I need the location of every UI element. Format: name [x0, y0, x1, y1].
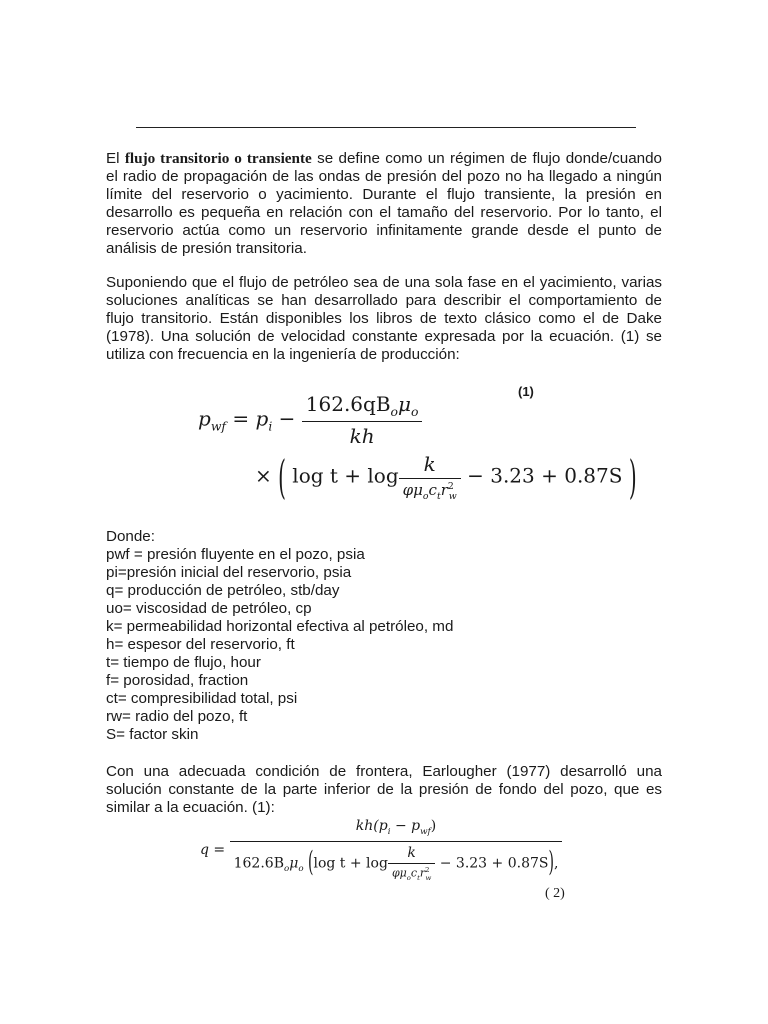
equation-2-label: ( 2): [545, 886, 565, 901]
definition-item: ct= compresibilidad total, psi: [106, 690, 298, 707]
equation-1-label: (1): [518, 384, 534, 399]
equation-1-fraction: $\frac{162.6qB_o\mu_o}{kh}$: [302, 392, 423, 448]
equation-1-line-2: × ( log t + log $\frac{k}{\varphi\mu_oc_tr^2_w}$ − 3.23 + 0.87S ): [255, 449, 637, 505]
paragraph-analytical-solutions: Suponiendo que el flujo de petróleo sea de una sola fase en el yacimiento, varias soluciones analíticas se han desarrollado para describir el comportamiento de flujo transitorio. Están disponibles los libros de texto clásico como el de Dake (1978). Una solución de velocidad constante expresada por la ecuación. (1) se utiliza con frecuencia en la ingeniería de producción:: [106, 274, 662, 363]
equation-2-log-fraction: $\frac{k}{\varphi\mu_oc_tr^2_w}$: [388, 845, 435, 882]
paragraph-transient-definition: El flujo transitorio o transiente se define como un régimen de flujo donde/cuando el radio de propagación de las ondas de presión del pozo no ha llegado a ningún límite del reservorio o yacimiento. Durante el flujo transiente, la presión en desarrollo es pequeña en relación con el tamaño del reservorio. Por lo tanto, el reservorio actúa como un reservorio infinitamente grande desde el punto de análisis de presión transitoria.: [106, 150, 662, 257]
definition-item: h= espesor del reservorio, ft: [106, 636, 295, 653]
equation-1-log-fraction: $\frac{k}{\varphi\mu_oc_tr^2_w}$: [399, 452, 461, 502]
equation-1-line-1: $p_{wf} = p_i$ − $\frac{162.6qB_o\mu_o}{kh}$: [198, 392, 422, 448]
definition-item: rw= radio del pozo, ft: [106, 708, 248, 725]
definition-item: q= producción de petróleo, stb/day: [106, 582, 340, 599]
definition-item: pwf = presión fluyente en el pozo, psia: [106, 546, 365, 563]
definition-item: S= factor skin: [106, 726, 199, 743]
term-flujo-transitorio: flujo transitorio o transiente: [124, 150, 312, 167]
definition-item: k= permeabilidad horizontal efectiva al petróleo, md: [106, 618, 454, 635]
definitions-list: [106, 528, 453, 744]
equation-2-fraction: $kh(p_i - p_{wf})$ $162.6B_o\mu_o$ (log t + log $\frac{k}{\varphi\mu_oc_tr^2_w}$ − 3.23 + 0.87S),: [230, 818, 563, 882]
definition-item: uo= viscosidad de petróleo, cp: [106, 600, 312, 617]
equation-2: q = $kh(p_i - p_{wf})$ $162.6B_o\mu_o$ (log t + log $\frac{k}{\varphi\mu_oc_tr^2_w}$ − 3.23 + 0.87S),: [200, 818, 562, 882]
definition-item: t= tiempo de flujo, hour: [106, 654, 261, 671]
definition-item: pi=presión inicial del reservorio, psia: [106, 564, 352, 581]
top-rule: [136, 127, 636, 128]
definitions-heading: Donde:: [106, 528, 155, 545]
paragraph-earlougher: Con una adecuada condición de frontera, Earlougher (1977) desarrolló una solución constante de la parte inferior de la presión de fondo del pozo, que es similar a la ecuación. (1):: [106, 763, 662, 816]
definition-item: f= porosidad, fraction: [106, 672, 249, 689]
